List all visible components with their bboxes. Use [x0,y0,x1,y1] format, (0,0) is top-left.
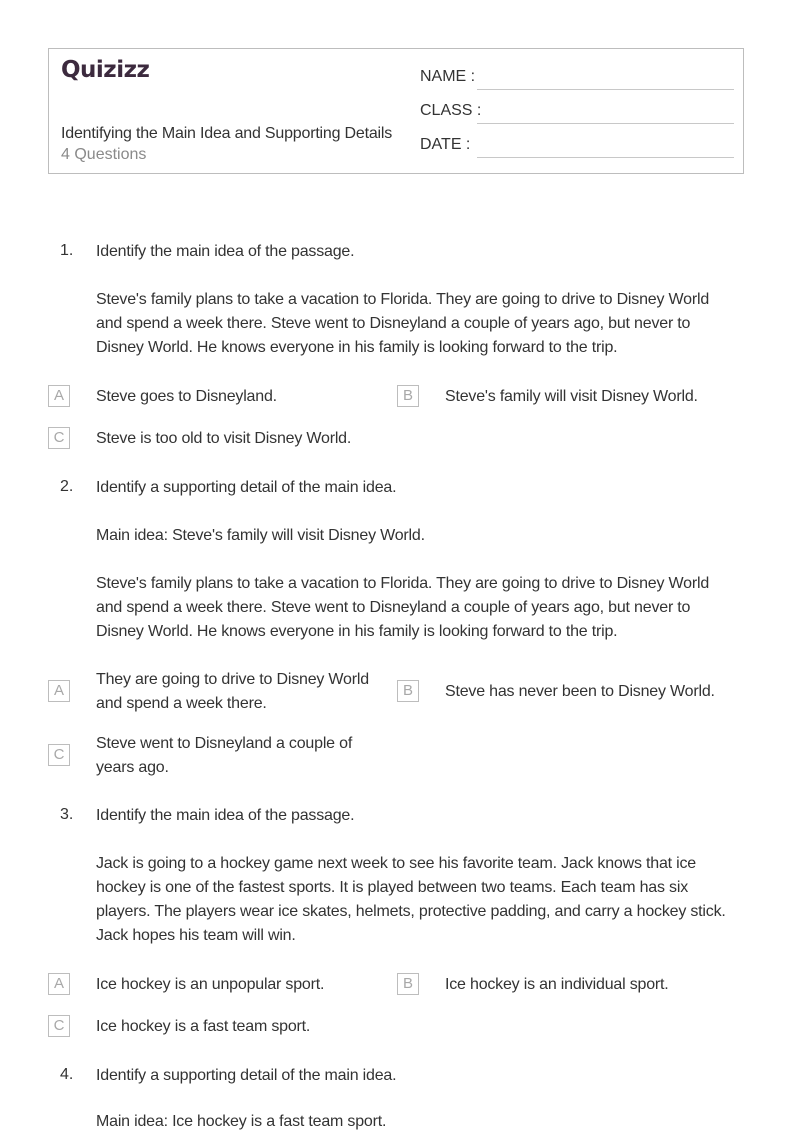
q3-option-c-text: Ice hockey is a fast team sport. [96,1018,311,1035]
q1-option-b-text: Steve's family will visit Disney World. [445,388,698,405]
name-label: NAME : [420,68,476,85]
q1-option-a-text: Steve goes to Disneyland. [96,388,277,405]
name-field[interactable] [420,66,734,90]
question-4-main-idea: Main idea: Ice hockey is a fast team sport. [96,1113,387,1130]
q3-option-b-text: Ice hockey is an individual sport. [445,976,669,993]
question-count: 4 Questions [61,146,147,163]
q1-option-c-box[interactable]: C [48,427,70,449]
question-4-prompt: Identify a supporting detail of the main idea. [96,1067,397,1084]
q3-option-c-box[interactable]: C [48,1015,70,1037]
worksheet-header [48,48,744,174]
question-2-main-idea: Main idea: Steve's family will visit Disney World. [96,527,425,544]
q2-option-a-box[interactable]: A [48,680,70,702]
question-2-number: 2. [60,478,74,495]
date-field[interactable] [420,134,734,158]
q2-option-c-text: Steve went to Disneyland a couple of years ago. [96,735,353,776]
q3-option-a-box[interactable]: A [48,973,70,995]
question-2-passage: Steve's family plans to take a vacation to Florida. They are going to drive to Disney World and spend a week there. Steve went to Disneyland a couple of years ago, but never to Disney World. He knows everyone in his family is looking forward to the trip. [96,575,710,640]
question-4-number: 4. [60,1066,74,1083]
question-1-passage: Steve's family plans to take a vacation to Florida. They are going to drive to Disney World and spend a week there. Steve went to Disneyland a couple of years ago, but never to Disney World. He knows everyone in his family is looking forward to the trip. [96,291,710,356]
class-label: CLASS : [420,102,482,119]
quizizz-logo: Quizizz [61,57,150,83]
question-3-prompt: Identify the main idea of the passage. [96,807,355,824]
question-2-prompt: Identify a supporting detail of the main idea. [96,479,397,496]
q1-option-c-text: Steve is too old to visit Disney World. [96,430,352,447]
class-line[interactable] [477,123,734,124]
q3-option-a-text: Ice hockey is an unpopular sport. [96,976,325,993]
date-label: DATE : [420,136,471,153]
q3-option-b-box[interactable]: B [397,973,419,995]
question-1-prompt: Identify the main idea of the passage. [96,243,355,260]
q2-option-b-box[interactable]: B [397,680,419,702]
name-line[interactable] [477,89,734,90]
q2-option-c-box[interactable]: C [48,744,70,766]
q2-option-a-text: They are going to drive to Disney World and spend a week there. [96,671,369,712]
question-3-number: 3. [60,806,74,823]
class-field[interactable] [420,100,734,124]
date-line[interactable] [477,157,734,158]
q1-option-b-box[interactable]: B [397,385,419,407]
q1-option-a-box[interactable]: A [48,385,70,407]
worksheet-title: Identifying the Main Idea and Supporting Details [61,125,393,142]
question-1-number: 1. [60,242,74,259]
q2-option-b-text: Steve has never been to Disney World. [445,683,715,700]
question-3-passage: Jack is going to a hockey game next week to see his favorite team. Jack knows that ice hockey is one of the fastest sports. It is played between two teams. Each team has six players. The players wear ice skates, helmets, protective padding, and carry a hockey stick. Jack hopes his team will win. [96,855,726,944]
